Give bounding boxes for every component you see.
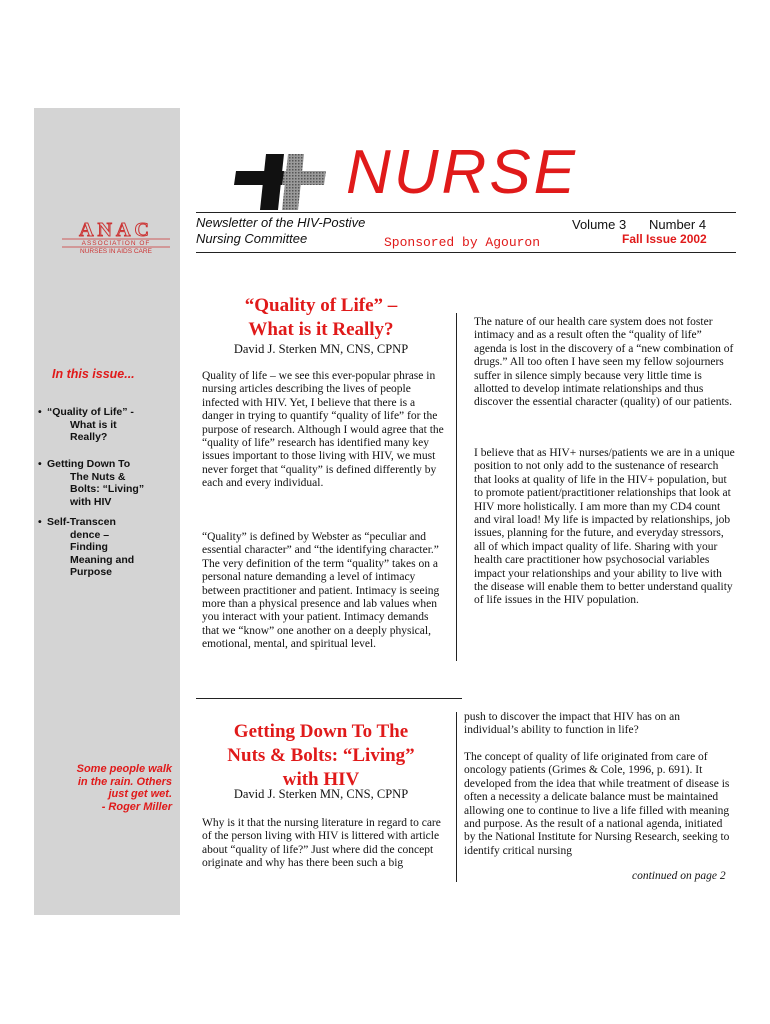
masthead-title: NURSE — [346, 138, 579, 207]
article2-headline-line: Getting Down To The — [233, 721, 409, 742]
nurse-cross-logo-icon — [232, 154, 328, 210]
issue-label: Fall Issue 2002 — [622, 232, 707, 246]
sidebar-quote — [44, 763, 172, 813]
toc-item-text: Purpose — [70, 566, 113, 578]
article2-paragraph-2: push to discover the impact that HIV has on an individual’s ability to function in life? — [464, 711, 681, 737]
article-separator-rule — [196, 698, 462, 699]
masthead-rule-top — [196, 212, 736, 213]
toc-item-quality-of-life[interactable] — [38, 406, 176, 444]
number-label: Number 4 — [649, 217, 707, 232]
article2-paragraph-3: The concept of quality of life originated from care of oncology patients (Grimes & Cole, 1996, p. 691). It developed from the idea that while treatment of disease is often a necessity a delicate balance must be maintained allowing one to continue to live a life filled with meaning and purpose. As the result of a national agenda, initiated by the National Institute for Nursing Research, seeking to identify critical nursing — [464, 751, 730, 857]
toc-item-text: Self-Transcen — [47, 516, 116, 528]
article1-paragraph-1: Quality of life – we see this ever-popular phrase in nursing articles describing the lives of people infected with HIV. Yet, I believe that there is a danger in trying to quantify “quality of life” for the purpose of research. Although I would agree that the “quality of life” research has identified many key issues important to those living with HIV, we must never forget that “quality” is defined differently by each and every individual. — [202, 370, 444, 490]
toc-title: In this issue... — [52, 367, 135, 381]
anac-logo — [58, 218, 174, 254]
masthead-rule-bottom — [196, 252, 736, 253]
article2-paragraph-1: Why is it that the nursing literature in regard to care of the person living with HIV is littered with article about “quality of life?” Just where did the concept originate and why has there been such a big — [202, 817, 441, 870]
article1-paragraph-4: I believe that as HIV+ nurses/patients we are in a unique position to not only add to the sustenance of research that looks at quality of life in the HIV+ population, but to promote patient/practitioner relationships that look at HIV more holistically. I am more than my CD4 count and viral load! My life is impacted by relationships, job issues, planning for the future, and everyday stressors, all of which impact quality of life. Sharing with your health care practitioner how psychosocial variables impact your relationships and your ability to live with the disease will enable them to better understand quality of life issues in the HIV population. — [474, 447, 735, 607]
toc-bullet: • — [38, 516, 42, 528]
article1-headline-line: “Quality of Life” – — [244, 295, 398, 316]
toc-item-self-transcendence[interactable] — [38, 516, 176, 579]
toc-item-text: Really? — [70, 431, 108, 443]
quote-attribution: - Roger Miller — [101, 800, 172, 813]
toc-bullet: • — [38, 406, 42, 418]
article2-headline-line: Nuts & Bolts: “Living” — [227, 745, 415, 766]
column-divider — [456, 712, 457, 882]
newsletter-line-2: Nursing Committee — [196, 231, 308, 246]
quote-line: Some people walk — [76, 763, 172, 775]
toc-bullet: • — [38, 458, 42, 470]
toc-item-text: dence – — [70, 528, 110, 541]
anac-logo-line1: ASSOCIATION OF — [81, 240, 151, 247]
anac-logo-icon — [58, 218, 174, 254]
toc-item-text: Getting Down To — [47, 458, 131, 470]
toc-item-text: Meaning and — [70, 553, 135, 566]
toc-item-nuts-and-bolts[interactable] — [38, 458, 176, 508]
article1-headline-line: What is it Really? — [248, 319, 394, 340]
anac-logo-line2: NURSES IN AIDS CARE — [80, 248, 152, 254]
quote-line: just get wet. — [108, 788, 172, 800]
toc-item-text: What is it — [70, 418, 117, 431]
article2-byline: David J. Sterken MN, CNS, CPNP — [233, 787, 409, 801]
article2-headline — [196, 720, 446, 792]
continued-link[interactable]: continued on page 2 — [632, 870, 726, 882]
toc-item-text: Finding — [70, 541, 108, 553]
toc-item-text: “Quality of Life” - — [47, 406, 134, 418]
quote-line: in the rain. Others — [77, 775, 172, 788]
article1-paragraph-3: The nature of our health care system does not foster intimacy and as a result often the “quality of life” agenda is lost in the discovery of a “new combination of drugs.” All too often I have seen my fellow sojourners suffer in silence simply because very little time is allotted to develop intimate relationships and thus discover the essential character (quality) of our patients. — [474, 316, 734, 409]
anac-logo-name: ANAC — [79, 219, 153, 241]
article1-byline: David J. Sterken MN, CNS, CPNP — [233, 342, 409, 356]
article2-headline-line: with HIV — [282, 769, 360, 790]
toc-item-text: with HIV — [70, 495, 112, 508]
newsletter-line-1: Newsletter of the HIV-Postive — [196, 215, 366, 230]
column-divider — [456, 313, 457, 661]
volume-label: Volume 3 — [572, 217, 627, 232]
toc-item-text: The Nuts & — [70, 470, 126, 483]
sponsor-line: Sponsored by Agouron — [384, 235, 541, 250]
toc-item-text: Bolts: “Living” — [70, 483, 145, 495]
article1-paragraph-2: “Quality” is defined by Webster as “peculiar and essential character” and “the identifying character.” The very definition of the term “quality” takes on a personal nature demanding a level of intimacy between practitioner and patient. Intimacy is seeing more than a physical presence and lab values when you interact with your patient. Intimacy demands that we “know” one another on a deeply physical, emotional, mental, and spiritual level. — [202, 531, 440, 651]
article1-headline — [196, 294, 446, 342]
